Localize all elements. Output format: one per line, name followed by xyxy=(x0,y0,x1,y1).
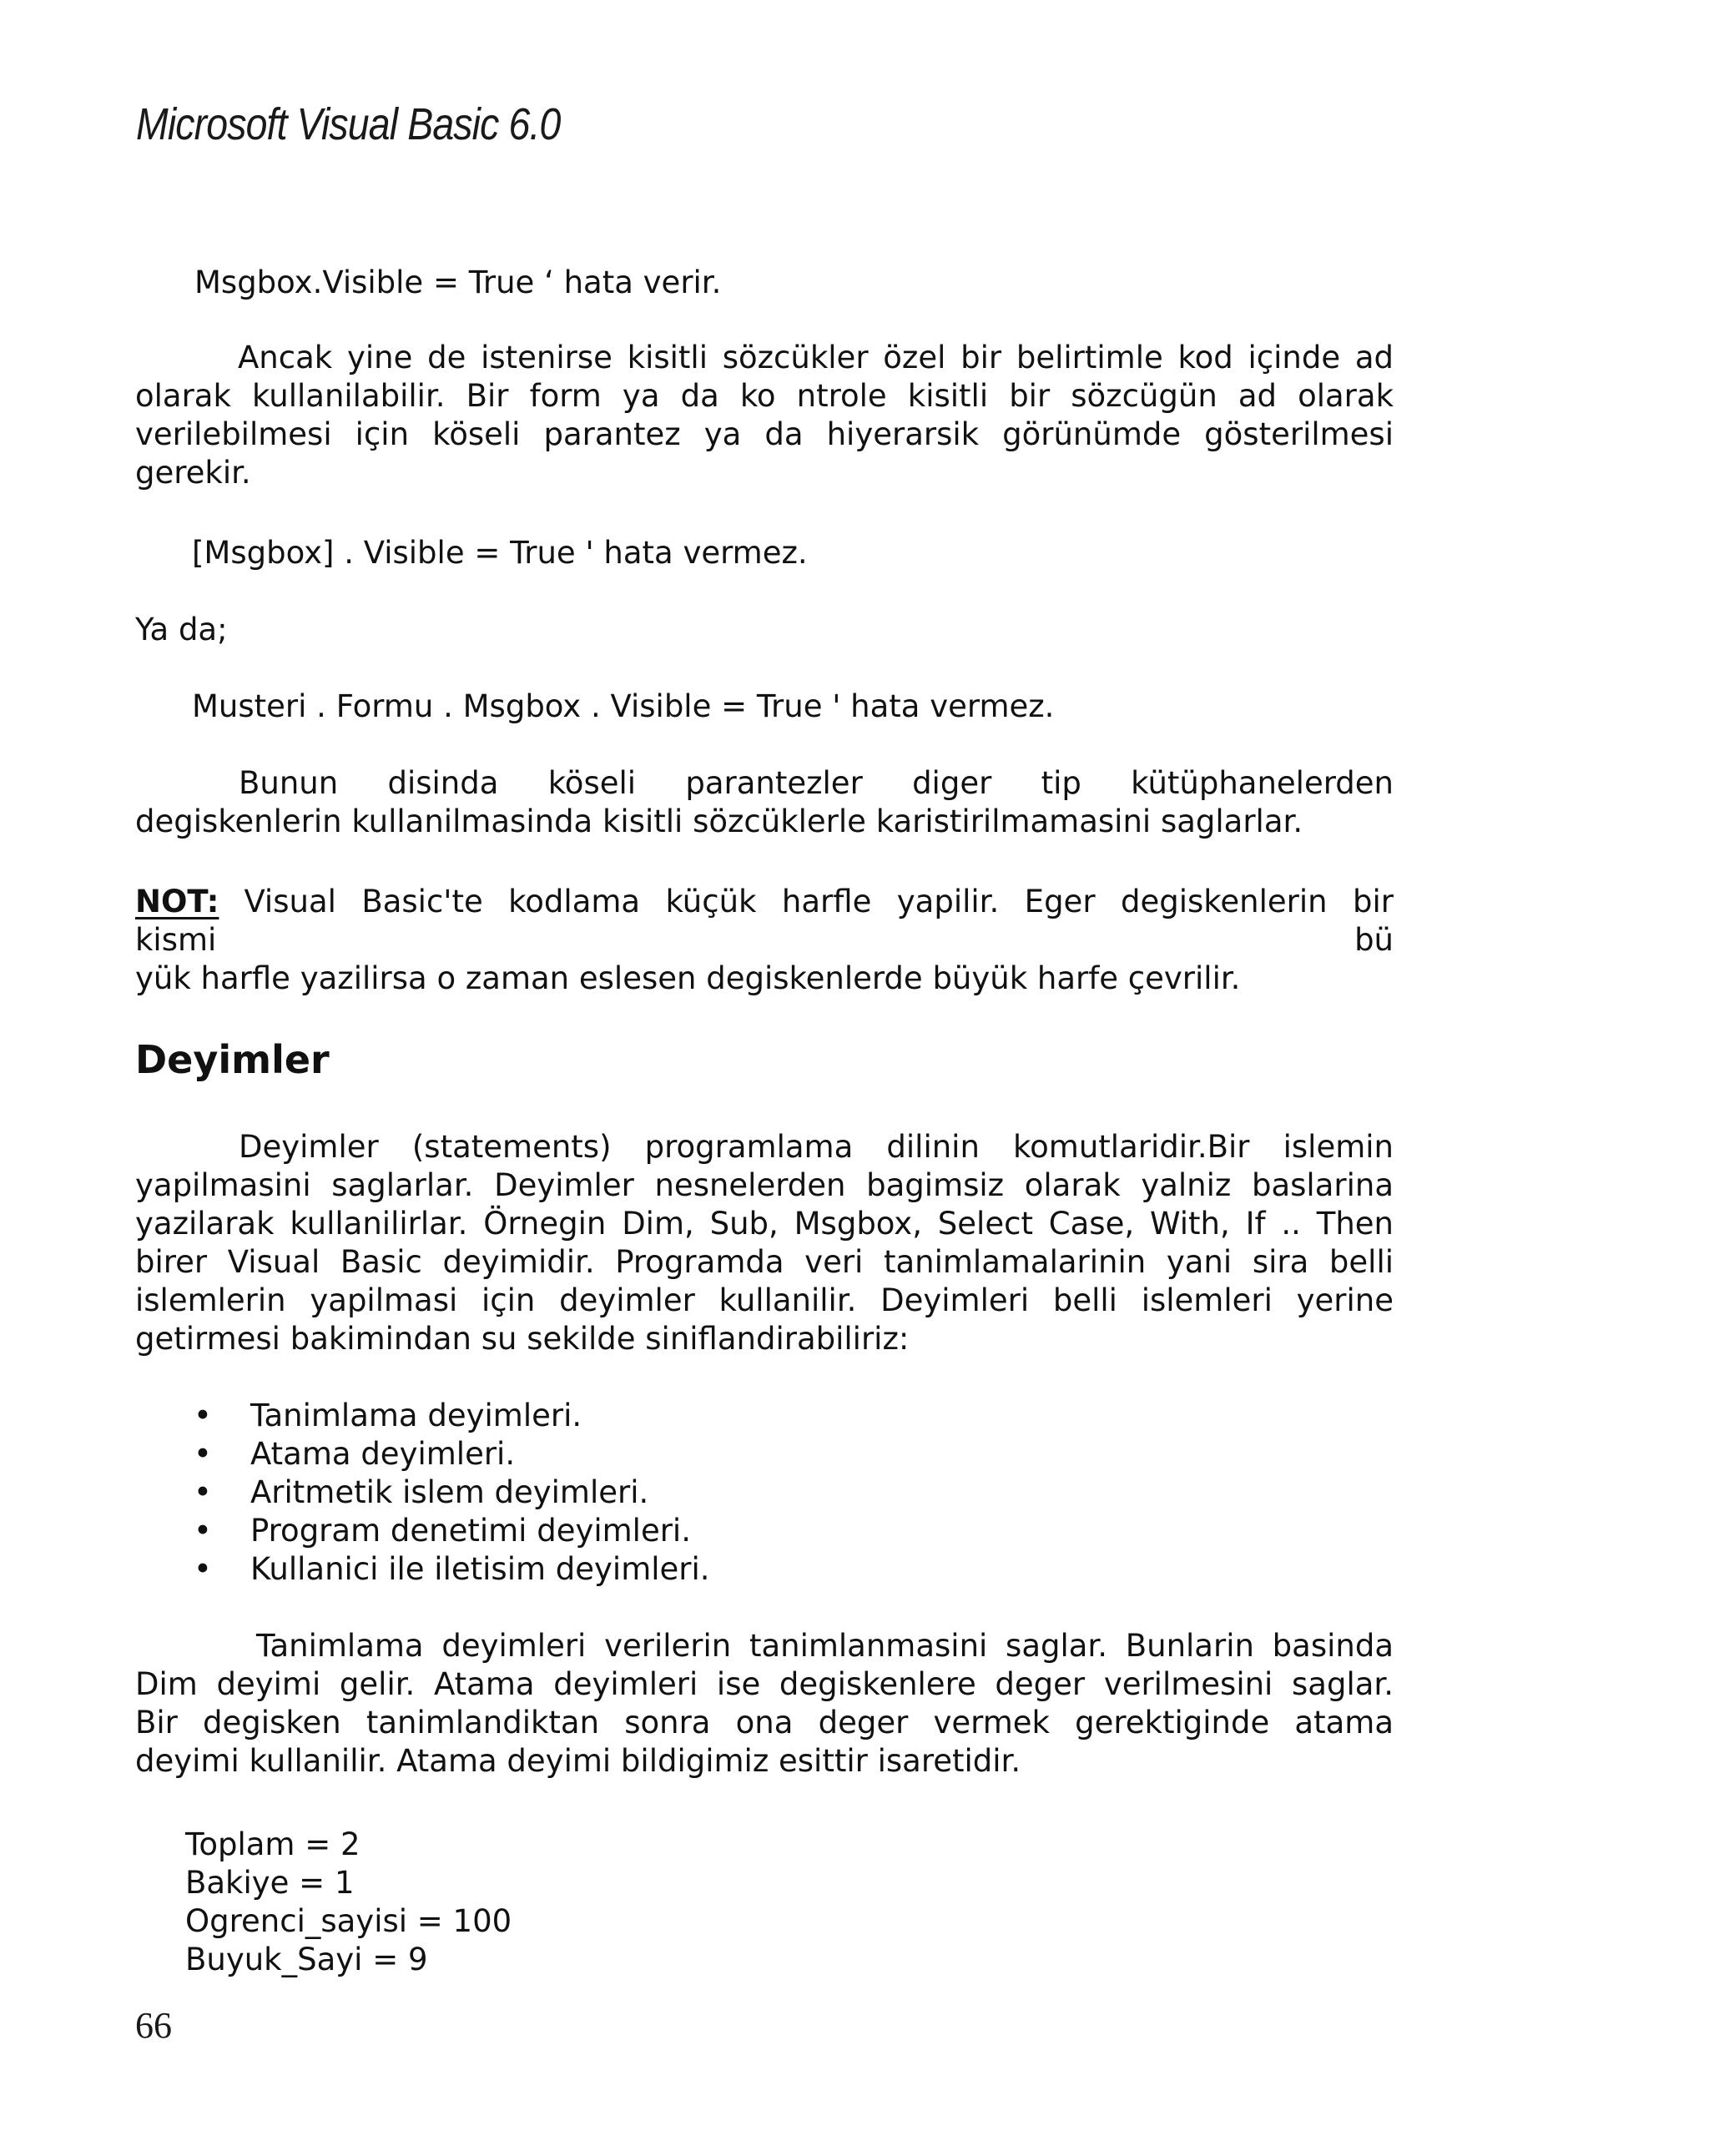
note-text: Visual Basic'te kodlama küçük harfle yapilir. Eger degiskenlerin bir xyxy=(244,884,1394,919)
list-item xyxy=(194,1473,710,1512)
paragraph-line: Tanimlama deyimleri verilerin tanimlanmasini saglar. Bunlarin basinda xyxy=(256,1628,1394,1664)
bullet-icon: • xyxy=(194,1551,212,1587)
code-line: Toplam = 2 xyxy=(185,1826,360,1862)
code-line: Ogrenci_sayisi = 100 xyxy=(185,1903,512,1939)
note-line xyxy=(135,921,1394,960)
list-item-text: Kullanici ile iletisim deyimleri. xyxy=(250,1551,710,1587)
list-item-text: Tanimlama deyimleri. xyxy=(250,1398,582,1433)
paragraph-line: Bir degisken tanimlandiktan sonra ona deger vermek gerektiginde atama xyxy=(135,1705,1394,1740)
list-item-text: Atama deyimleri. xyxy=(250,1436,516,1472)
paragraph-line: yapilmasini saglarlar. Deyimler nesnelerden bagimsiz olarak yalniz baslarina xyxy=(135,1167,1394,1203)
paragraph-deyimler xyxy=(135,1128,1394,1358)
list-item xyxy=(194,1397,710,1435)
code-line: Buyuk_Sayi = 9 xyxy=(185,1942,428,1977)
note-line xyxy=(135,883,1394,921)
page-header-title: Microsoft Visual Basic 6.0 xyxy=(136,99,561,149)
bullet-icon: • xyxy=(194,1436,212,1472)
bullet-list xyxy=(194,1397,710,1589)
note-label: NOT: xyxy=(135,884,219,919)
bullet-icon: • xyxy=(194,1474,212,1510)
note-paragraph xyxy=(135,883,1394,998)
note-line: yük harfle yazilirsa o zaman eslesen degiskenlerde büyük harfe çevrilir. xyxy=(135,960,1241,996)
paragraph-line: gerekir. xyxy=(135,455,251,491)
paragraph-line: islemlerin yapilmasi için deyimler kullanilir. Deyimleri belli islemleri yerine xyxy=(135,1282,1394,1318)
code-line: Bakiye = 1 xyxy=(185,1865,355,1901)
ya-da-text: Ya da; xyxy=(135,612,228,647)
paragraph-line: birer Visual Basic deyimidir. Programda veri tanimlamalarinin yani sira belli xyxy=(135,1244,1394,1280)
code-line-msgbox-visible: Msgbox.Visible = True ‘ hata verir. xyxy=(194,264,722,300)
paragraph-line: Bunun disinda köseli parantezler diger tip kütüphanelerden xyxy=(239,765,1394,801)
paragraph-line: degiskenlerin kullanilmasinda kisitli sözcüklerle karistirilmamasini saglarlar. xyxy=(135,803,1303,839)
paragraph-tanimlama xyxy=(135,1627,1394,1781)
paragraph-line: Deyimler (statements) programlama dilinin komutlaridir.Bir islemin xyxy=(239,1129,1394,1165)
bullet-icon: • xyxy=(194,1398,212,1433)
paragraph-line: getirmesi bakimindan su sekilde siniflandirabiliriz: xyxy=(135,1321,910,1357)
list-item xyxy=(194,1550,710,1589)
list-item-text: Aritmetik islem deyimleri. xyxy=(250,1474,649,1510)
code-line-bracket-msgbox: [Msgbox] . Visible = True ' hata vermez. xyxy=(192,535,808,571)
page-number: 66 xyxy=(135,2005,172,2046)
paragraph-line: deyimi kullanilir. Atama deyimi bildigimiz esittir isaretidir. xyxy=(135,1743,1021,1779)
code-block-assignments xyxy=(185,1826,512,1979)
paragraph-line: yazilarak kullanilirlar. Örnegin Dim, Sub, Msgbox, Select Case, With, If .. Then xyxy=(135,1206,1394,1242)
paragraph-line: verilebilmesi için köseli parantez ya da hiyerarsik görünümde gösterilmesi xyxy=(135,416,1394,452)
paragraph-line: Dim deyimi gelir. Atama deyimleri ise degiskenlere deger verilmesini saglar. xyxy=(135,1666,1394,1702)
list-item xyxy=(194,1512,710,1550)
code-line-musteri-formu: Musteri . Formu . Msgbox . Visible = True ' hata vermez. xyxy=(192,688,1055,724)
bullet-icon: • xyxy=(194,1513,212,1549)
list-item-text: Program denetimi deyimleri. xyxy=(250,1513,691,1549)
list-item xyxy=(194,1435,710,1473)
note-text: kismi xyxy=(135,922,217,958)
paragraph-line: Ancak yine de istenirse kisitli sözcükler özel bir belirtimle kod içinde ad xyxy=(238,340,1394,375)
paragraph-line: olarak kullanilabilir. Bir form ya da ko ntrole kisitli bir sözcügün ad olarak xyxy=(135,378,1394,414)
paragraph-restricted-words xyxy=(135,339,1394,492)
note-text: bü xyxy=(1354,922,1394,958)
paragraph-brackets xyxy=(135,764,1394,841)
section-heading: Deyimler xyxy=(135,1037,330,1082)
